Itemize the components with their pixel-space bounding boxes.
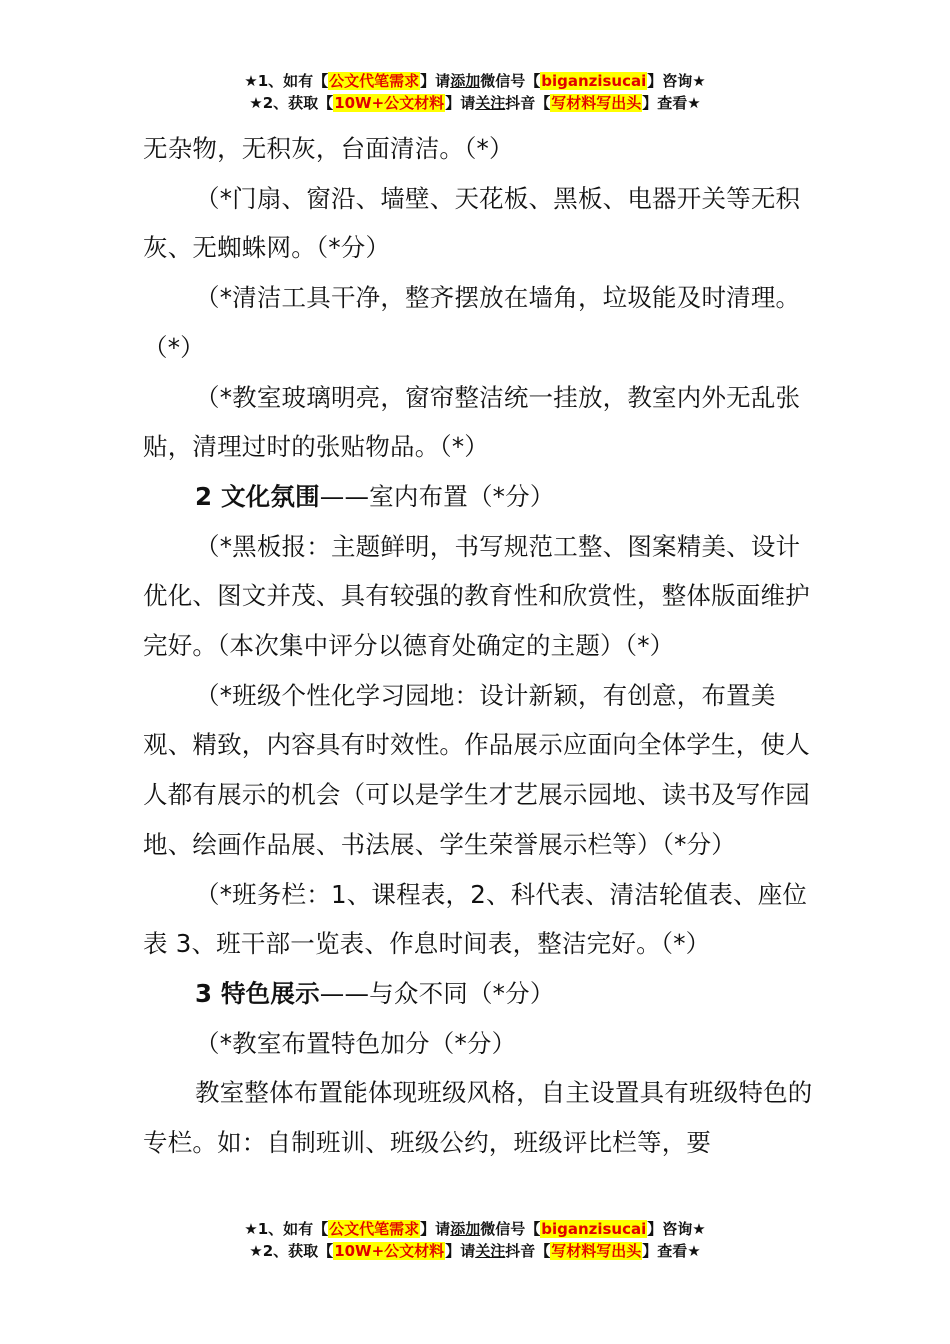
banner-line-2: ★2、获取【10W+公文材料】请关注抖音【写材料写出头】查看★ xyxy=(249,1242,701,1260)
highlight-douyin: 写材料写出头 xyxy=(551,94,642,112)
document-body xyxy=(143,124,813,1168)
banner-line-1: ★1、如有【公文代笔需求】请添加微信号【biganzisucai】咨询★ xyxy=(244,72,706,90)
paragraph: 无杂物，无积灰，台面清洁。（*） xyxy=(143,134,514,163)
header-banner xyxy=(0,70,950,114)
paragraph: （*教室玻璃明亮，窗帘整洁统一挂放，教室内外无乱张贴，清理过时的张贴物品。（*） xyxy=(143,382,801,462)
highlight-douyin: 写材料写出头 xyxy=(551,1242,642,1260)
highlight-materials: 10W+公文材料 xyxy=(334,94,445,112)
highlight-wechat-id: biganzisucai xyxy=(541,1220,647,1238)
banner-line-2: ★2、获取【10W+公文材料】请关注抖音【写材料写出头】查看★ xyxy=(249,94,701,112)
highlight-wechat-id: biganzisucai xyxy=(541,72,647,90)
paragraph: （*班务栏：1、课程表，2、科代表、清洁轮值表、座位表 3、班干部一览表、作息时间表，整洁完好。（*） xyxy=(143,879,808,959)
paragraph: （*教室布置特色加分（*分） xyxy=(195,1028,517,1058)
highlight-service: 公文代笔需求 xyxy=(329,1220,420,1238)
paragraph: （*清洁工具干净，整齐摆放在墙角，垃圾能及时清理。（*） xyxy=(143,283,801,362)
paragraph: （*班级个性化学习园地：设计新颖，有创意，布置美观、精致，内容具有时效性。作品展示应面向全体学生，使人人都有展示的机会（可以是学生才艺展示园地、读书及写作园地、绘画作品展、书法展、学生荣誉展示栏等）（*分） xyxy=(143,680,810,859)
section-heading-3: 3 特色展示——与众不同（*分） xyxy=(195,978,555,1008)
highlight-materials: 10W+公文材料 xyxy=(334,1242,445,1260)
paragraph: （*门扇、窗沿、墙壁、天花板、黑板、电器开关等无积灰、无蜘蛛网。（*分） xyxy=(143,183,801,263)
paragraph: 教室整体布置能体现班级风格，自主设置具有班级特色的专栏。如：自制班训、班级公约，班级评比栏等，要 xyxy=(143,1078,813,1158)
banner-line-1: ★1、如有【公文代笔需求】请添加微信号【biganzisucai】咨询★ xyxy=(244,1220,706,1238)
footer-banner xyxy=(0,1218,950,1262)
highlight-service: 公文代笔需求 xyxy=(329,72,420,90)
section-heading-2: 2 文化氛围——室内布置（*分） xyxy=(195,481,555,511)
paragraph: （*黑板报：主题鲜明，书写规范工整、图案精美、设计优化、图文并茂、具有较强的教育性和欣赏性，整体版面维护完好。（本次集中评分以德育处确定的主题）（*） xyxy=(143,531,810,661)
